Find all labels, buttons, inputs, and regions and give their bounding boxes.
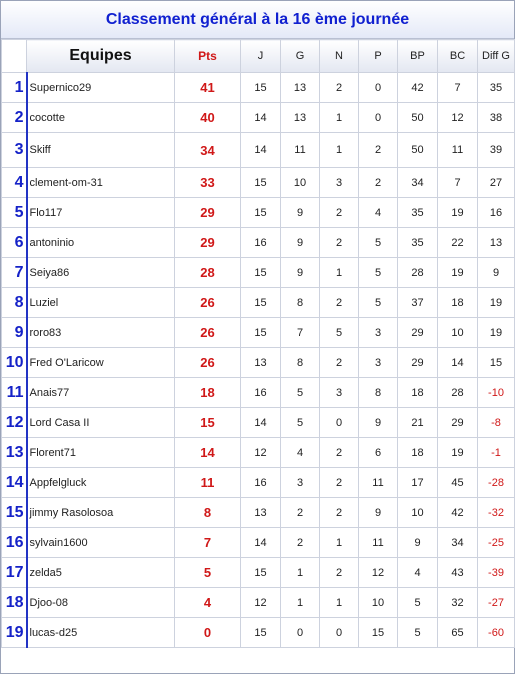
rank-cell: 19	[2, 618, 27, 648]
lost-cell: 5	[359, 228, 398, 258]
goals-against-cell: 45	[438, 468, 478, 498]
lost-cell: 10	[359, 588, 398, 618]
rank-cell: 7	[2, 258, 27, 288]
goals-for-cell: 5	[398, 588, 438, 618]
team-name: Appfelgluck	[27, 468, 175, 498]
goal-diff-cell: -27	[478, 588, 515, 618]
goals-for-cell: 35	[398, 198, 438, 228]
team-name: Seiya86	[27, 258, 175, 288]
goal-diff-cell: 35	[478, 73, 515, 103]
team-name: Fred O'Laricow	[27, 348, 175, 378]
lost-cell: 6	[359, 438, 398, 468]
goals-against-cell: 19	[438, 258, 478, 288]
lost-cell: 3	[359, 348, 398, 378]
team-name: clement-om-31	[27, 168, 175, 198]
drawn-cell: 5	[320, 318, 359, 348]
drawn-cell: 2	[320, 498, 359, 528]
played-cell: 16	[241, 468, 281, 498]
played-cell: 15	[241, 198, 281, 228]
goals-against-cell: 22	[438, 228, 478, 258]
won-cell: 13	[281, 103, 320, 133]
goals-against-cell: 32	[438, 588, 478, 618]
drawn-cell: 3	[320, 378, 359, 408]
goals-against-cell: 34	[438, 528, 478, 558]
table-row	[2, 73, 515, 103]
goals-against-cell: 10	[438, 318, 478, 348]
header-j: J	[241, 40, 281, 73]
won-cell: 9	[281, 258, 320, 288]
points-cell: 28	[175, 258, 241, 288]
played-cell: 15	[241, 618, 281, 648]
goals-against-cell: 11	[438, 133, 478, 168]
lost-cell: 11	[359, 528, 398, 558]
header-equipes: Equipes	[27, 40, 175, 73]
points-cell: 41	[175, 73, 241, 103]
header-g: G	[281, 40, 320, 73]
team-name: zelda5	[27, 558, 175, 588]
goals-against-cell: 12	[438, 103, 478, 133]
lost-cell: 12	[359, 558, 398, 588]
goals-for-cell: 35	[398, 228, 438, 258]
rank-cell: 8	[2, 288, 27, 318]
points-cell: 0	[175, 618, 241, 648]
lost-cell: 5	[359, 288, 398, 318]
rank-cell: 1	[2, 73, 27, 103]
goals-against-cell: 19	[438, 438, 478, 468]
played-cell: 15	[241, 168, 281, 198]
goals-for-cell: 9	[398, 528, 438, 558]
goal-diff-cell: -39	[478, 558, 515, 588]
won-cell: 2	[281, 498, 320, 528]
goals-against-cell: 28	[438, 378, 478, 408]
won-cell: 3	[281, 468, 320, 498]
drawn-cell: 2	[320, 348, 359, 378]
team-name: Supernico29	[27, 73, 175, 103]
goal-diff-cell: -25	[478, 528, 515, 558]
goals-for-cell: 17	[398, 468, 438, 498]
table-row	[2, 468, 515, 498]
rank-cell: 15	[2, 498, 27, 528]
drawn-cell: 2	[320, 73, 359, 103]
goal-diff-cell: 27	[478, 168, 515, 198]
goals-for-cell: 5	[398, 618, 438, 648]
won-cell: 4	[281, 438, 320, 468]
won-cell: 10	[281, 168, 320, 198]
table-row	[2, 103, 515, 133]
points-cell: 7	[175, 528, 241, 558]
goals-for-cell: 28	[398, 258, 438, 288]
drawn-cell: 1	[320, 258, 359, 288]
rank-header	[2, 40, 27, 73]
goals-against-cell: 42	[438, 498, 478, 528]
won-cell: 5	[281, 378, 320, 408]
points-cell: 4	[175, 588, 241, 618]
goals-for-cell: 18	[398, 378, 438, 408]
lost-cell: 9	[359, 498, 398, 528]
played-cell: 14	[241, 103, 281, 133]
goals-against-cell: 7	[438, 168, 478, 198]
table-row	[2, 588, 515, 618]
goal-diff-cell: -28	[478, 468, 515, 498]
team-name: Skiff	[27, 133, 175, 168]
team-name: Florent71	[27, 438, 175, 468]
table-row	[2, 168, 515, 198]
standings-title: Classement général à la 16 ème journée	[1, 1, 514, 39]
played-cell: 12	[241, 438, 281, 468]
played-cell: 16	[241, 378, 281, 408]
rank-cell: 6	[2, 228, 27, 258]
points-cell: 26	[175, 288, 241, 318]
played-cell: 16	[241, 228, 281, 258]
rank-cell: 12	[2, 408, 27, 438]
won-cell: 9	[281, 228, 320, 258]
goal-diff-cell: -8	[478, 408, 515, 438]
rank-cell: 9	[2, 318, 27, 348]
goals-against-cell: 19	[438, 198, 478, 228]
played-cell: 15	[241, 288, 281, 318]
points-cell: 29	[175, 198, 241, 228]
won-cell: 0	[281, 618, 320, 648]
table-row	[2, 258, 515, 288]
goal-diff-cell: 19	[478, 318, 515, 348]
points-cell: 29	[175, 228, 241, 258]
won-cell: 9	[281, 198, 320, 228]
points-cell: 15	[175, 408, 241, 438]
rank-cell: 10	[2, 348, 27, 378]
table-row	[2, 318, 515, 348]
drawn-cell: 1	[320, 103, 359, 133]
points-cell: 18	[175, 378, 241, 408]
goal-diff-cell: -60	[478, 618, 515, 648]
drawn-cell: 0	[320, 408, 359, 438]
goals-against-cell: 65	[438, 618, 478, 648]
drawn-cell: 2	[320, 228, 359, 258]
played-cell: 14	[241, 528, 281, 558]
played-cell: 15	[241, 73, 281, 103]
team-name: sylvain1600	[27, 528, 175, 558]
points-cell: 26	[175, 348, 241, 378]
table-row	[2, 288, 515, 318]
header-bc: BC	[438, 40, 478, 73]
rank-cell: 17	[2, 558, 27, 588]
team-name: jimmy Rasolosoa	[27, 498, 175, 528]
table-row	[2, 133, 515, 168]
goal-diff-cell: 39	[478, 133, 515, 168]
team-name: Luziel	[27, 288, 175, 318]
header-p: P	[359, 40, 398, 73]
goal-diff-cell: -1	[478, 438, 515, 468]
header-bp: BP	[398, 40, 438, 73]
won-cell: 1	[281, 588, 320, 618]
played-cell: 13	[241, 348, 281, 378]
drawn-cell: 3	[320, 168, 359, 198]
goals-against-cell: 29	[438, 408, 478, 438]
lost-cell: 5	[359, 258, 398, 288]
goals-for-cell: 42	[398, 73, 438, 103]
drawn-cell: 1	[320, 133, 359, 168]
table-row	[2, 438, 515, 468]
points-cell: 33	[175, 168, 241, 198]
team-name: lucas-d25	[27, 618, 175, 648]
played-cell: 15	[241, 558, 281, 588]
table-row	[2, 498, 515, 528]
table-row	[2, 618, 515, 648]
played-cell: 13	[241, 498, 281, 528]
goal-diff-cell: 19	[478, 288, 515, 318]
goals-for-cell: 4	[398, 558, 438, 588]
team-name: Lord Casa II	[27, 408, 175, 438]
rank-cell: 16	[2, 528, 27, 558]
header-row	[2, 40, 515, 73]
played-cell: 15	[241, 318, 281, 348]
table-row	[2, 528, 515, 558]
drawn-cell: 2	[320, 468, 359, 498]
rank-cell: 3	[2, 133, 27, 168]
won-cell: 2	[281, 528, 320, 558]
goals-for-cell: 50	[398, 133, 438, 168]
won-cell: 8	[281, 288, 320, 318]
played-cell: 15	[241, 258, 281, 288]
drawn-cell: 1	[320, 588, 359, 618]
lost-cell: 8	[359, 378, 398, 408]
lost-cell: 11	[359, 468, 398, 498]
goals-against-cell: 7	[438, 73, 478, 103]
team-name: roro83	[27, 318, 175, 348]
lost-cell: 3	[359, 318, 398, 348]
rank-cell: 4	[2, 168, 27, 198]
goal-diff-cell: 13	[478, 228, 515, 258]
table-row	[2, 348, 515, 378]
goal-diff-cell: 16	[478, 198, 515, 228]
won-cell: 13	[281, 73, 320, 103]
drawn-cell: 2	[320, 288, 359, 318]
rank-cell: 11	[2, 378, 27, 408]
rank-cell: 14	[2, 468, 27, 498]
team-name: Djoo-08	[27, 588, 175, 618]
goals-for-cell: 21	[398, 408, 438, 438]
won-cell: 7	[281, 318, 320, 348]
team-name: Anais77	[27, 378, 175, 408]
drawn-cell: 0	[320, 618, 359, 648]
goal-diff-cell: -32	[478, 498, 515, 528]
lost-cell: 2	[359, 133, 398, 168]
lost-cell: 0	[359, 73, 398, 103]
goals-against-cell: 14	[438, 348, 478, 378]
goal-diff-cell: 15	[478, 348, 515, 378]
goal-diff-cell: -10	[478, 378, 515, 408]
table-row	[2, 198, 515, 228]
drawn-cell: 2	[320, 438, 359, 468]
won-cell: 8	[281, 348, 320, 378]
points-cell: 8	[175, 498, 241, 528]
drawn-cell: 2	[320, 558, 359, 588]
points-cell: 26	[175, 318, 241, 348]
table-row	[2, 378, 515, 408]
goals-for-cell: 29	[398, 348, 438, 378]
lost-cell: 2	[359, 168, 398, 198]
goals-against-cell: 18	[438, 288, 478, 318]
rank-cell: 18	[2, 588, 27, 618]
header-pts: Pts	[175, 40, 241, 73]
points-cell: 14	[175, 438, 241, 468]
played-cell: 14	[241, 133, 281, 168]
drawn-cell: 1	[320, 528, 359, 558]
goals-for-cell: 37	[398, 288, 438, 318]
goal-diff-cell: 9	[478, 258, 515, 288]
rank-cell: 2	[2, 103, 27, 133]
rank-cell: 13	[2, 438, 27, 468]
header-n: N	[320, 40, 359, 73]
goals-for-cell: 10	[398, 498, 438, 528]
table-row	[2, 228, 515, 258]
goals-against-cell: 43	[438, 558, 478, 588]
lost-cell: 15	[359, 618, 398, 648]
rank-cell: 5	[2, 198, 27, 228]
goals-for-cell: 18	[398, 438, 438, 468]
goal-diff-cell: 38	[478, 103, 515, 133]
points-cell: 5	[175, 558, 241, 588]
played-cell: 14	[241, 408, 281, 438]
standings-table	[1, 39, 515, 648]
points-cell: 40	[175, 103, 241, 133]
header-diff: Diff G	[478, 40, 515, 73]
goals-for-cell: 29	[398, 318, 438, 348]
team-name: cocotte	[27, 103, 175, 133]
team-name: antoninio	[27, 228, 175, 258]
team-name: Flo117	[27, 198, 175, 228]
goals-for-cell: 34	[398, 168, 438, 198]
lost-cell: 4	[359, 198, 398, 228]
drawn-cell: 2	[320, 198, 359, 228]
won-cell: 1	[281, 558, 320, 588]
won-cell: 11	[281, 133, 320, 168]
goals-for-cell: 50	[398, 103, 438, 133]
played-cell: 12	[241, 588, 281, 618]
lost-cell: 9	[359, 408, 398, 438]
table-row	[2, 558, 515, 588]
table-row	[2, 408, 515, 438]
won-cell: 5	[281, 408, 320, 438]
lost-cell: 0	[359, 103, 398, 133]
points-cell: 34	[175, 133, 241, 168]
points-cell: 11	[175, 468, 241, 498]
